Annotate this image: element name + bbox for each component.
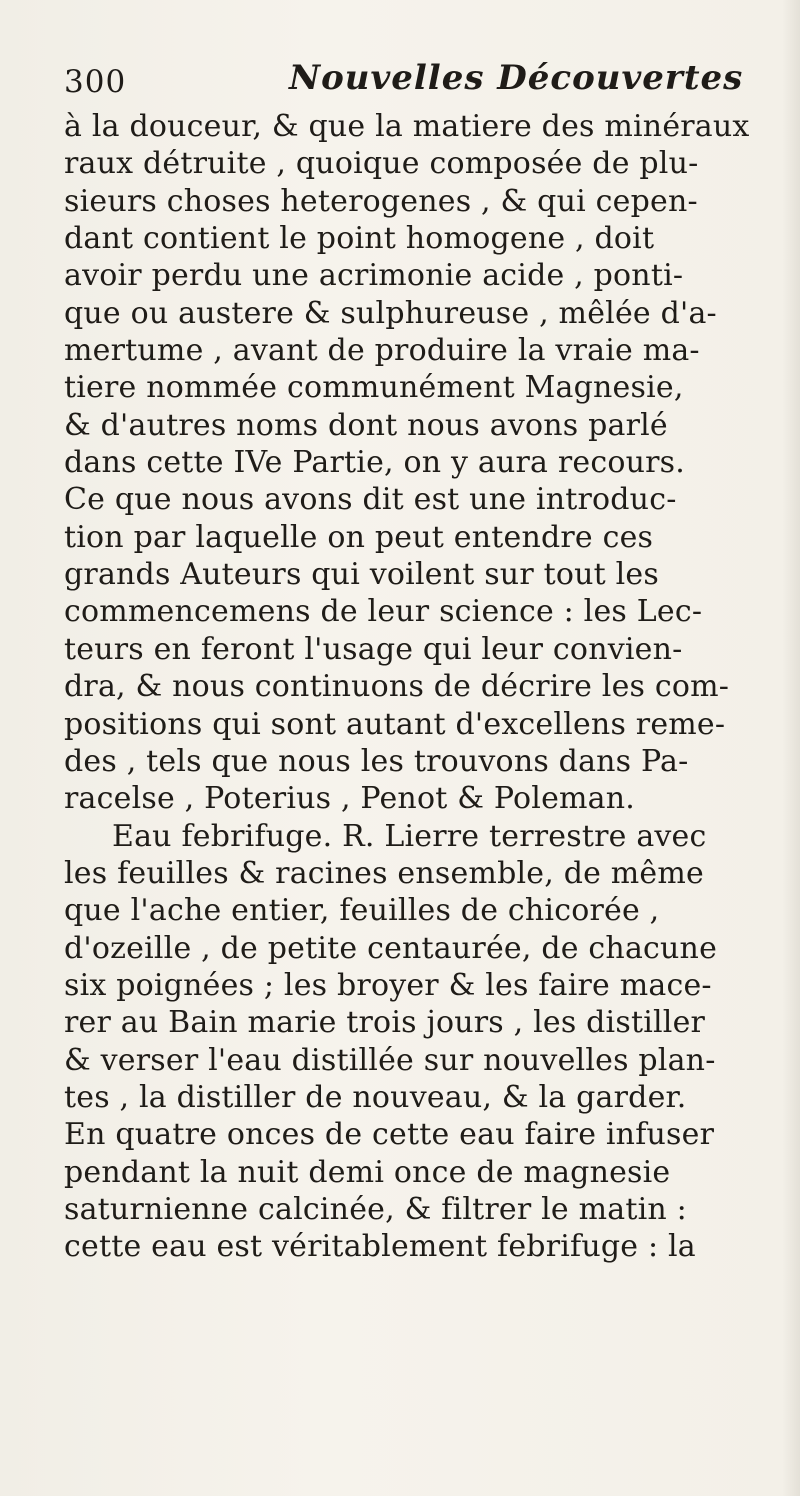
text-line: six poignées ; les broyer & les faire mace- [64, 967, 712, 1003]
text-line: tes , la distiller de nouveau, & la garder. [64, 1079, 687, 1115]
text-line: & d'autres noms dont nous avons parlé [64, 407, 668, 443]
text-line: raux détruite , quoique composée de plu- [64, 146, 699, 182]
page-header [64, 58, 764, 108]
text-line: commencemens de leur science : les Lec- [64, 594, 703, 630]
text-line: cette eau est véritablement febrifuge : la [64, 1229, 696, 1265]
text-line: grands Auteurs qui voilent sur tout les [64, 557, 659, 593]
text-line: Ce que nous avons dit est une introduc- [64, 482, 677, 518]
text-line: avoir perdu une acrimonie acide , ponti- [64, 258, 684, 294]
text-line: & verser l'eau distillée sur nouvelles plan- [64, 1042, 716, 1078]
text-line: sieurs choses heterogenes , & qui cepen- [64, 183, 698, 219]
text-line: dans cette IVe Partie, on y aura recours. [64, 445, 686, 481]
body-text [64, 108, 784, 1266]
text-line: à la douceur, & que la matiere des minéraux [64, 109, 750, 144]
text-line: des , tels que nous les trouvons dans Pa- [64, 743, 689, 779]
text-line: dant contient le point homogene , doit [64, 221, 655, 257]
text-line: racelse , Poterius , Penot & Poleman. [64, 781, 636, 817]
text-line: rer au Bain marie trois jours , les distiller [64, 1005, 706, 1041]
text-line: pendant la nuit demi once de magnesie [64, 1154, 671, 1190]
text-line: dra, & nous continuons de décrire les com- [64, 669, 730, 705]
text-line: En quatre onces de cette eau faire infuser [64, 1117, 715, 1153]
page-number: 300 [64, 64, 127, 100]
section-start-line: Eau febrifuge. R. Lierre terrestre avec [112, 818, 707, 854]
text-line: saturnienne calcinée, & filtrer le matin : [64, 1191, 687, 1227]
page-edge-shadow [782, 0, 800, 1496]
text-line: que l'ache entier, feuilles de chicorée , [64, 893, 660, 929]
text-line: tiere nommée communément Magnesie, [64, 370, 684, 406]
text-line: mertume , avant de produire la vraie ma- [64, 333, 700, 369]
text-line: d'ozeille , de petite centaurée, de chacune [64, 930, 718, 966]
text-line: positions qui sont autant d'excellens reme- [64, 706, 726, 742]
text-line: que ou austere & sulphureuse , mêlée d'a- [64, 295, 717, 331]
text-line: tion par laquelle on peut entendre ces [64, 519, 654, 555]
text-line: teurs en feront l'usage qui leur convien- [64, 631, 683, 667]
text-line: les feuilles & racines ensemble, de même [64, 855, 704, 891]
running-title: Nouvelles Découvertes [289, 58, 744, 98]
